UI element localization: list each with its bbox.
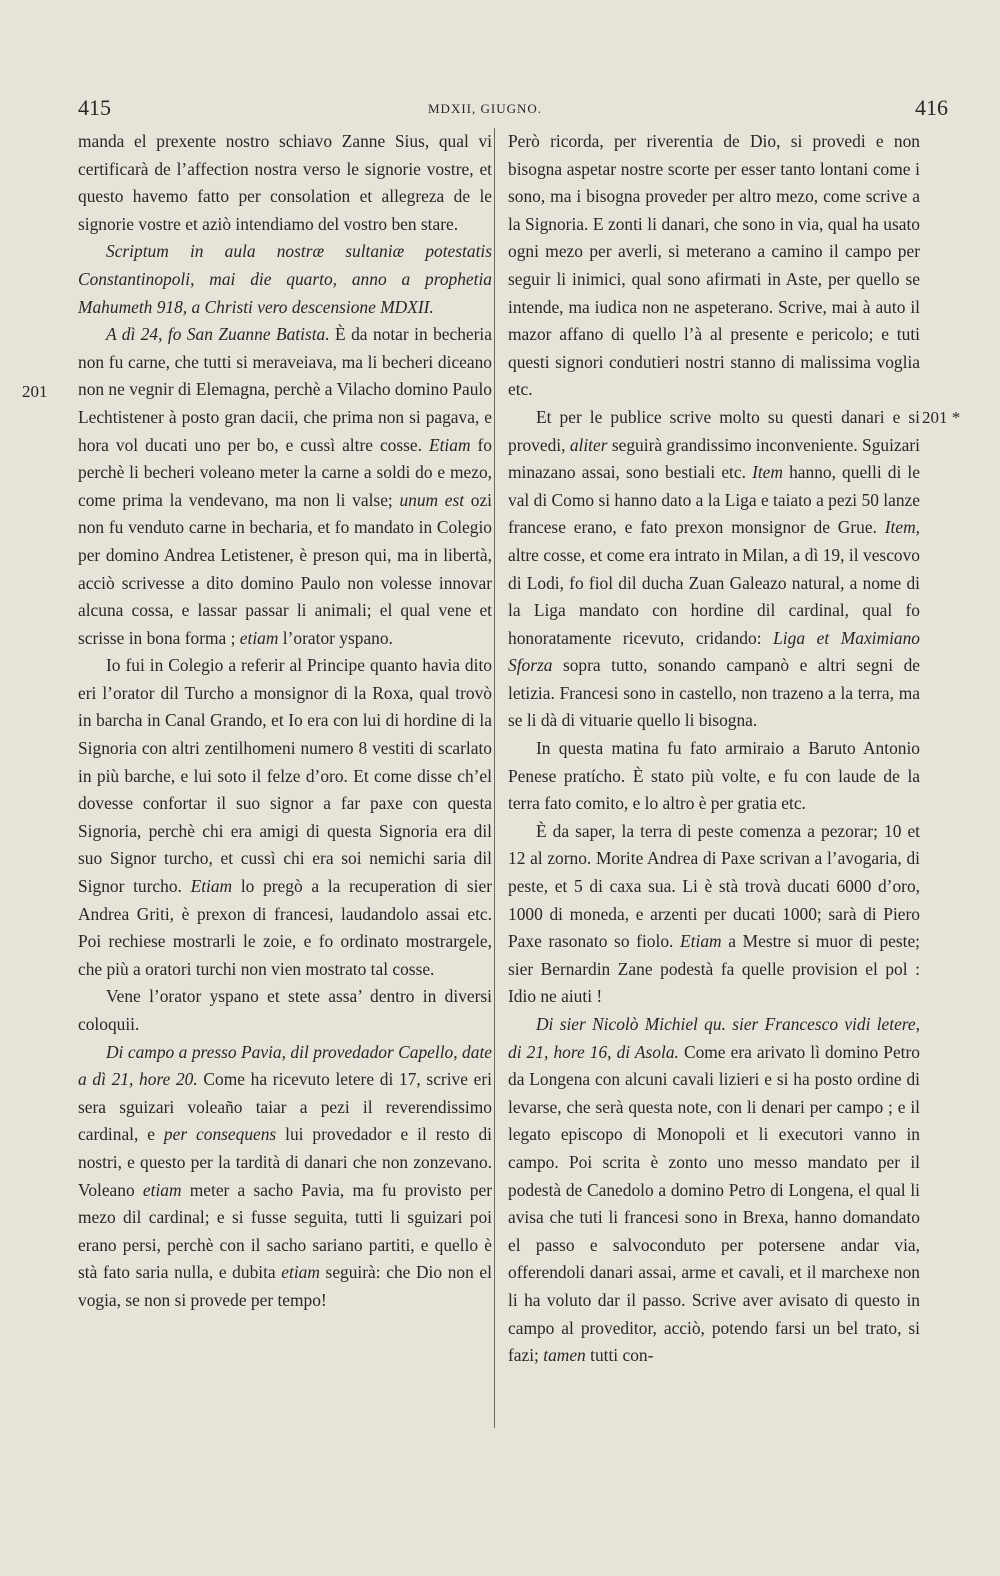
text: l’orator yspano. — [278, 627, 393, 648]
paragraph — [78, 652, 492, 983]
text: Vene l’orator yspano et stete assa’ dentro in diversi coloquii. — [78, 986, 492, 1034]
text: Item, — [884, 517, 920, 538]
letter-heading: Di sier Nicolò Michiel qu. sier Francesco vidi letere, di 21, hore 16, di Asola. — [508, 1014, 920, 1062]
text: È da notar in becheria non fu carne, che tutti si meraveiava, ma li becheri diceano non ne vegnir di Elemagna, perchè a Vilacho domino Paulo Lechtistener à posto gran dacii, che prima non si pagava, e hora vol ducati uno per bo, e cussì altre cosse. — [78, 324, 492, 455]
text: Etiam — [428, 434, 471, 455]
page-number-left: 415 — [78, 95, 111, 120]
text: Etiam — [190, 876, 233, 897]
paragraph — [78, 1039, 492, 1315]
text: manda el prexente nostro schiavo Zanne Sius, qual vi certificarà de l’affection nostra verso le signorie vostre, et questo havemo fatto per consolation et allegreza de le signorie vostre et aziò intendiamo del vostro ben stare. — [78, 131, 492, 234]
text: a Mestre si muor di peste; sier Bernardin Zane podestà fa quelle provision el pol : Idio ne aiuti ! — [508, 931, 921, 1007]
text: etiam — [239, 627, 279, 648]
text: etiam — [281, 1262, 320, 1283]
left-column — [78, 128, 492, 1315]
text: È da saper, la terra di peste comenza a pezorar; 10 et 12 al zorno. Morite Andrea di Paxe scrivan a l’avogaria, di peste, et 5 di caxa sua. Li è stà trovà ducati 6000 d’oro, 1000 di moneda, e arzenti per ducati 1000; sarà di Piero Paxe rasonato so fiolo. — [508, 820, 920, 952]
text: meter a sacho Pavia, ma fu provisto per mezo dil cardinal; e si fusse seguita, tutti li sguizari poi erano persi, perchè con il sacho sariano partiti, e quello è stà fato saria nulla, e dubita — [78, 1179, 493, 1283]
text: Io fui in Colegio a referir al Principe quanto havia dito eri l’orator dil Turcho a monsignor di la Roxa, qual trovò in barcha in Canal Grando, et Io era con lui di hordine di la Signoria con altri zentilhomeni numero 8 vestiti di scarlato in più barche, e lui soto il felze d’oro. Et come disse ch’el dovesse confortar il suo signor a far paxe con questa Signoria, perchè chi era amigi di questa Signoria era dil suo Signor turcho, et cussì chi era soi nemichi saria dil Signor turcho. — [78, 655, 492, 897]
page-number-right: 416 — [915, 95, 948, 120]
text: sopra tutto, sonando campanò e altri segni de letizia. Francesi sono in castello, non trazeno a la terra, ma se li dà di vituarie quello li bisogna. — [508, 655, 920, 731]
text: fo perchè li becheri voleano meter la carne a soldi do e mezo, come prima la vendevano, ma non li valse; — [78, 434, 492, 510]
paragraph — [508, 1011, 920, 1370]
paragraph — [78, 983, 492, 1038]
text: altre cosse, et come era intrato in Milan, a dì 19, il vescovo di Lodi, fo fiol dil ducha Zuan Galeazo natural, a nome di la Liga mandato con hordine dil cardinal, qual fo honoratamente ricevuto, cridando: — [508, 544, 920, 648]
page-header — [78, 95, 948, 125]
text: hanno, quelli di le val di Como si hanno dato a la Liga e taiato a pezi 50 lanze francese erano, e fato prexon monsignor de Grue. — [508, 462, 920, 538]
text: per consequens — [163, 1124, 277, 1145]
letter-heading: Di campo a presso Pavia, dil provedador Capello, date a dì 21, hore 20. — [78, 1041, 492, 1090]
text: Item — [752, 462, 783, 483]
text: seguirà: che Dio non el vogia, se non si provede per tempo! — [78, 1262, 492, 1310]
text: Però ricorda, per riverentia de Dio, si provedi e non bisogna aspetar nostre scorte per esser tanto lontani come i sono, ma i bisogna proveder per altro mezo, come scrive a la Signoria. E zonti li danari, che sono in via, qual ha usato ogni mezo per averli, si meterano a camino il campo per seguir li inimici, qual sono afirmati in Aste, per quello se intende, ma iudica non ne aspeterano. Scrive, mai à auto il mazor affano di quello l’à al presente e pericolo; e tuti questi signori condutieri nostri stanno di malissima voglia etc. — [508, 131, 920, 400]
date-heading: A dì 24, fo San Zuanne Batista. — [106, 324, 330, 345]
text: seguirà grandissimo inconveniente. Sguizari minazano assai, sono bestiali etc. — [508, 434, 920, 483]
text: tutti con- — [585, 1345, 654, 1366]
margin-number-left: 201 — [22, 382, 48, 401]
text: lui provedador e il resto di nostri, e questo per la tardità di danari che non zonzevano. Voleano — [78, 1124, 493, 1200]
text: In questa matina fu fato armiraio a Baruto Antonio Penese pratícho. È stato più volte, e fu con laude de la terra fato comito, e lo altro è per gratia etc. — [508, 738, 920, 814]
text: etiam — [142, 1179, 182, 1200]
text: Come era arivato lì domino Petro da Longena con alcuni cavali lizieri e si ha posto ordine di levarse, che serà questa note, con li denari per campo ; e il legato episcopo di Monopoli et li executori vanno in campo. Poi scrita è zonto uno messo mandato per il podestà de Canedolo a domino Petro di Longena, el qual li avisa che tuti li francesi sono in Brexa, hanno domandato el passo e salvoconduto per potersene andar via, offerendoli danari assai, arme et cavali, et il marchexe non li ha voluto dar il passo. Scrive aver avisato di questo in campo al proveditor, acciò, potendo farsi un bel trato, si fazi; — [508, 1041, 920, 1366]
text: aliter — [569, 434, 608, 455]
text: lo pregò a la recuperation di sier Andrea Griti, è prexon di francesi, laudandolo assai etc. Poi rechiese mostrarli le zoie, e fo ordinato mostrargele, che più a oratori turchi non vien mostrato tal cosse. — [78, 876, 492, 979]
paragraph — [508, 818, 920, 1011]
running-title: MDXII, GIUGNO. — [428, 101, 543, 116]
text: Et per le publice scrive molto su questi danari e si provedi, — [508, 406, 920, 455]
paragraph — [508, 735, 920, 818]
paragraph-subscription — [78, 238, 492, 321]
text: Etiam — [680, 931, 722, 952]
text: ozi non fu venduto carne in becharia, et fo mandato in Colegio per domino Andrea Letistener, è preson qui, ma in libertà, acciò scrivesse a dito domino Paulo non volesse innovar alcuna cossa, e lassar passar li animali; el qual vene et scrisse in bona forma ; — [78, 489, 493, 648]
column-divider — [494, 128, 495, 1428]
text: Come ha ricevuto letere di 17, scrive eri sera sguizari voleaño taiar a pezi il reverendissimo cardinal, e — [78, 1069, 492, 1145]
paragraph — [78, 128, 492, 238]
text: unum est — [399, 489, 465, 510]
margin-number-right: 201 * — [922, 408, 961, 427]
text: tamen — [543, 1345, 586, 1366]
paragraph — [508, 128, 920, 404]
right-column — [508, 128, 920, 1370]
text: Scriptum in aula nostræ sultaniæ potestatis Constantinopoli, mai die quarto, anno a prophetia Mahumeth 918, a Christi vero descensione MDXII. — [78, 241, 492, 317]
text: Liga et Maximiano Sforza — [508, 627, 920, 676]
paragraph — [508, 404, 920, 735]
paragraph — [78, 321, 492, 652]
